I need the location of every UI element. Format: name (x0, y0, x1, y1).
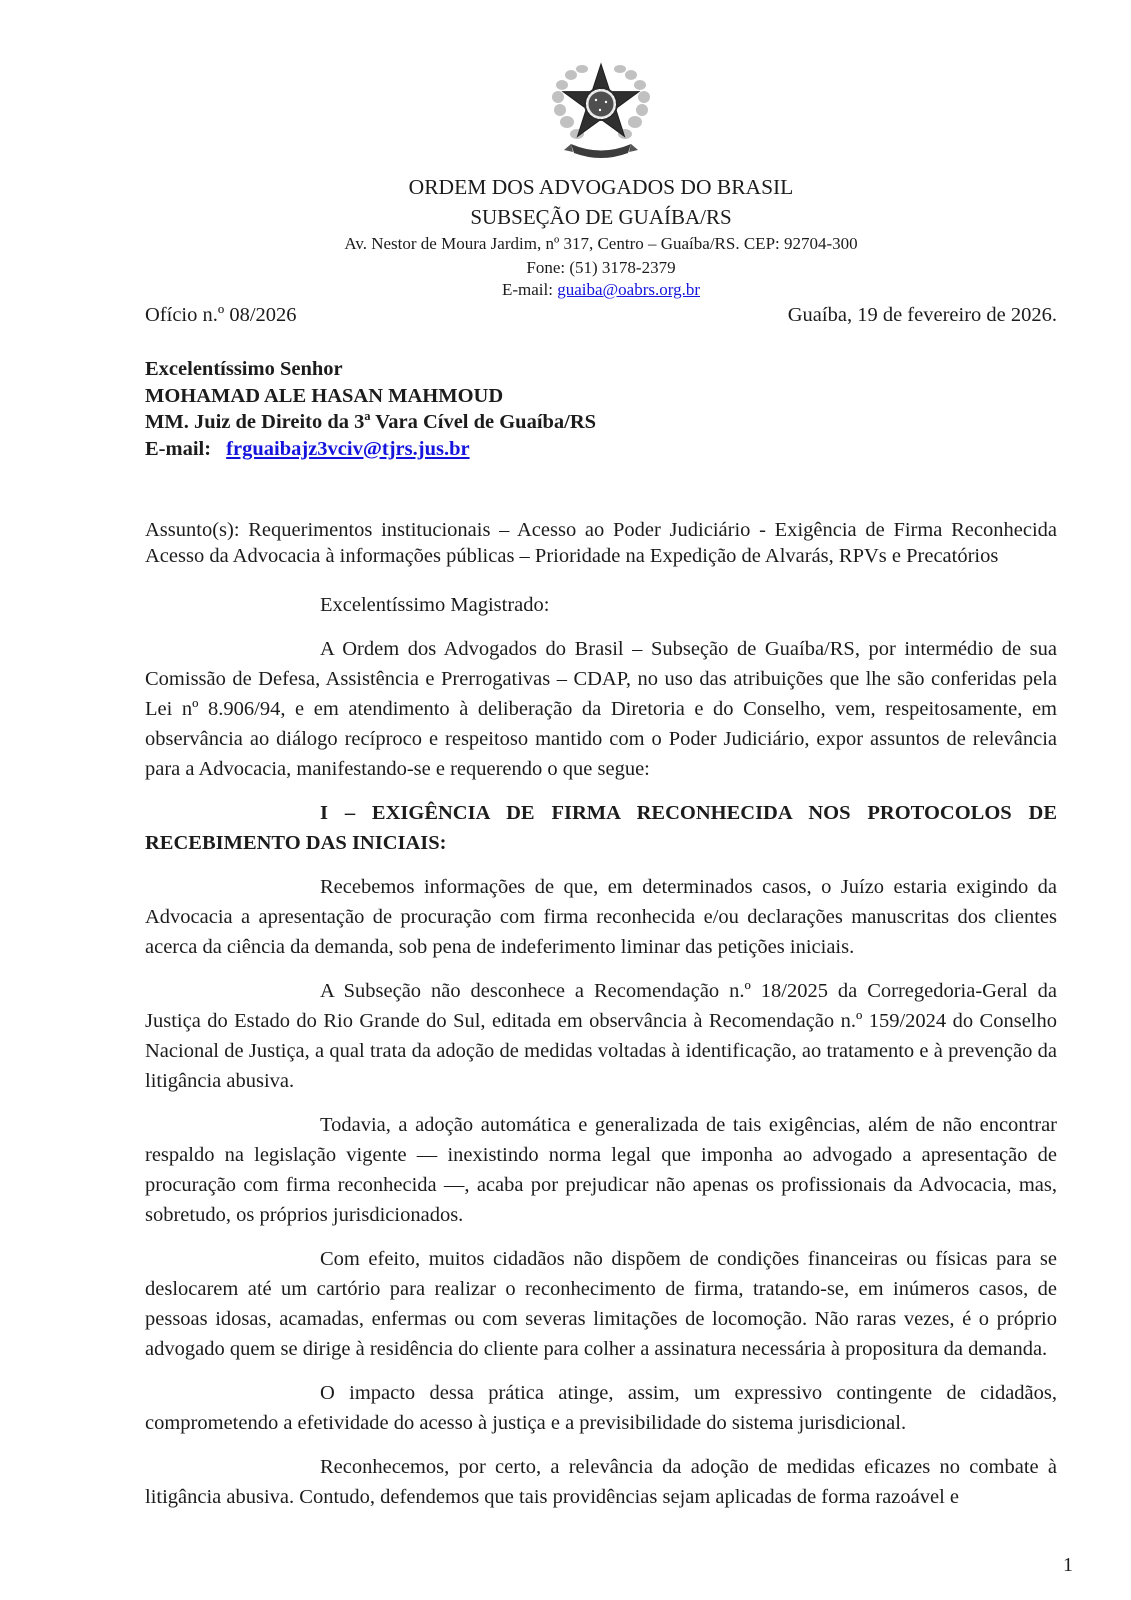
recipient-name: MOHAMAD ALE HASAN MAHMOUD (145, 384, 504, 407)
recipient-email-link[interactable]: frguaibajz3vciv@tjrs.jus.br (226, 437, 470, 460)
oficio-number: Ofício n.º 08/2026 (145, 304, 297, 326)
recipient-salutation: Excelentíssimo Senhor (145, 358, 343, 380)
body-paragraph: Recebemos informações de que, em determinados casos, o Juízo estaria exigindo da Advocacia a apresentação de procuração com firma reconhecida e/ou declarações manuscritas dos clientes acerca da ciência da demanda, sob pena de indeferimento liminar das petições iniciais. (145, 876, 1057, 958)
letterhead (145, 0, 1057, 300)
body-paragraph: O impacto dessa prática atinge, assim, um expressivo contingente de cidadãos, comprometendo a efetividade do acesso à justiça e a previsibilidade do sistema jurisdicional. (145, 1382, 1057, 1434)
recipient-block (145, 356, 1057, 462)
org-email-link[interactable]: guaiba@oabrs.org.br (557, 280, 701, 299)
body-paragraph: A Ordem dos Advogados do Brasil – Subseção de Guaíba/RS, por intermédio de sua Comissão de Defesa, Assistência e Prerrogativas – CDAP, no uso das atribuições que lhe são conferidas pela Lei nº 8.906/94, e em atendimento à deliberação da Diretoria e do Conselho, vem, respeitosamente, em observância ao diálogo recíproco e respeitoso mantido com o Poder Judiciário, expor assuntos de relevância para a Advocacia, manifestando-se e requerendo o que segue: (145, 638, 1057, 780)
org-phone: Fone: (51) 3178-2379 (526, 258, 676, 277)
org-email-label: E-mail: (501, 280, 553, 299)
subject-line-2: Acesso da Advocacia à informações públicas – Prioridade na Expedição de Alvarás, RPVs e Precatórios (145, 545, 999, 567)
greeting: Excelentíssimo Magistrado: (320, 594, 550, 616)
brazil-coat-of-arms-icon (543, 60, 659, 164)
subject-line-1: Assunto(s): Requerimentos institucionais – Acesso ao Poder Judiciário - Exigência de Firma Reconhecida (145, 519, 1057, 541)
body-paragraph: Todavia, a adoção automática e generalizada de tais exigências, além de não encontrar respaldo na legislação vigente — inexistindo norma legal que imponha ao advogado a apresentação de procuração com firma reconhecida —, acaba por prejudicar não apenas os profissionais da Advocacia, mas, sobretudo, os próprios jurisdicionados. (145, 1114, 1057, 1226)
city-date: Guaíba, 19 de fevereiro de 2026. (787, 304, 1057, 326)
body-paragraph: A Subseção não desconhece a Recomendação n.º 18/2025 da Corregedoria-Geral da Justiça do Estado do Rio Grande do Sul, editada em observância à Recomendação n.º 159/2024 do Conselho Nacional de Justiça, a qual trata da adoção de medidas voltadas à identificação, ao tratamento e à prevenção da litigância abusiva. (145, 980, 1057, 1092)
org-address: Av. Nestor de Moura Jardim, nº 317, Centro – Guaíba/RS. CEP: 92704-300 (344, 234, 858, 253)
org-name: ORDEM DOS ADVOGADOS DO BRASIL (408, 175, 794, 199)
recipient-email-line (145, 436, 1057, 463)
page-number: 1 (1063, 1554, 1073, 1576)
subject-block (145, 517, 1057, 569)
org-email-line (145, 279, 1057, 300)
recipient-email-label: E-mail: (145, 437, 212, 460)
section-1-heading: I – EXIGÊNCIA DE FIRMA RECONHECIDA NOS PROTOCOLOS DE RECEBIMENTO DAS INICIAIS: (145, 802, 1057, 854)
body-paragraph: Reconhecemos, por certo, a relevância da adoção de medidas eficazes no combate à litigância abusiva. Contudo, defendemos que tais providências sejam aplicadas de forma razoável e (145, 1456, 1057, 1508)
org-subsection: SUBSEÇÃO DE GUAÍBA/RS (470, 205, 732, 229)
reference-row (145, 303, 1057, 328)
letter-body (145, 590, 1057, 1512)
body-paragraph: Com efeito, muitos cidadãos não dispõem de condições financeiras ou físicas para se deslocarem até um cartório para realizar o reconhecimento de firma, tratando-se, em inúmeros casos, de pessoas idosas, acamadas, enfermas ou com severas limitações de locomoção. Não raras vezes, é o próprio advogado quem se dirige à residência do cliente para colher a assinatura necessária à propositura da demanda. (145, 1248, 1057, 1360)
recipient-role: MM. Juiz de Direito da 3ª Vara Cível de Guaíba/RS (145, 411, 597, 433)
